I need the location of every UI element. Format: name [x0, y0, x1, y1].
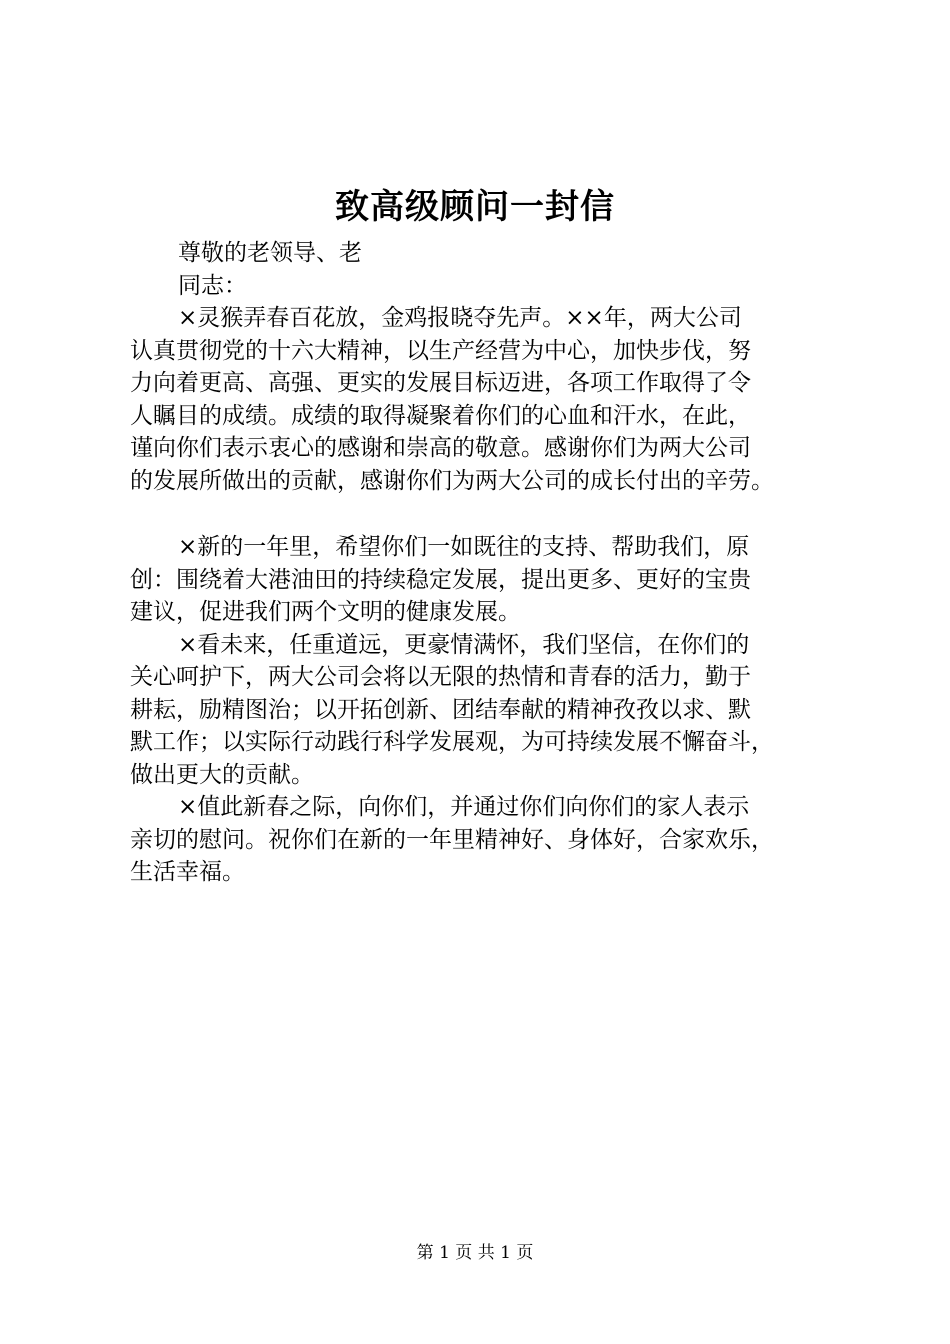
paragraph-line: 创：围绕着大港油田的持续稳定发展，提出更多、更好的宝贵	[130, 566, 751, 593]
paragraph-line: 默工作；以实际行动践行科学发展观，为可持续发展不懈奋斗，	[130, 729, 774, 755]
paragraph-line: 谨向你们表示衷心的感谢和崇高的敬意。感谢你们为两大公司	[130, 435, 751, 461]
paragraph-line: 建议，促进我们两个文明的健康发展。	[130, 599, 521, 625]
paragraph-line: ×新的一年里，希望你们一如既往的支持、帮助我们，原	[178, 534, 750, 560]
paragraph-line: ×值此新春之际，向你们，并通过你们向你们的家人表示	[178, 794, 750, 820]
paragraph-2	[130, 531, 850, 629]
paragraph-line: 关心呵护下，两大公司会将以无限的热情和青春的活力，勤于	[130, 664, 751, 690]
paragraph-line: 生活幸福。	[130, 859, 245, 885]
paragraph-line: 的发展所做出的贡献，感谢你们为两大公司的成长付出的辛劳。	[130, 467, 774, 494]
paragraph-line: ×灵猴弄春百花放，金鸡报晓夺先声。××年，两大公司	[178, 305, 742, 331]
paragraph-line: 力向着更高、高强、更实的发展目标迈进，各项工作取得了令	[130, 370, 751, 396]
letter-body	[130, 237, 850, 889]
paragraph-3	[130, 629, 850, 792]
salutation-line: 同志：	[178, 272, 247, 299]
paragraph-line: ×看未来，任重道远，更豪情满怀，我们坚信，在你们的	[178, 631, 750, 658]
paragraph-line: 亲切的慰问。祝你们在新的一年里精神好、身体好，合家欢乐，	[130, 826, 774, 853]
paragraph-gap	[130, 497, 850, 531]
page-footer: 第 1 页 共 1 页	[416, 1243, 534, 1263]
paragraph-1	[130, 302, 850, 497]
paragraph-line: 耕耘，励精图治；以开拓创新、团结奉献的精神孜孜以求、默	[130, 696, 751, 723]
salutation-line: 尊敬的老领导、老	[178, 240, 362, 266]
paragraph-4	[130, 791, 850, 889]
paragraph-line: 认真贯彻党的十六大精神，以生产经营为中心，加快步伐，努	[130, 337, 751, 364]
paragraph-line: 做出更大的贡献。	[130, 761, 314, 788]
paragraph-line: 人瞩目的成绩。成绩的取得凝聚着你们的心血和汗水，在此，	[130, 402, 751, 429]
document-title: 致高级顾问一封信	[335, 187, 615, 227]
